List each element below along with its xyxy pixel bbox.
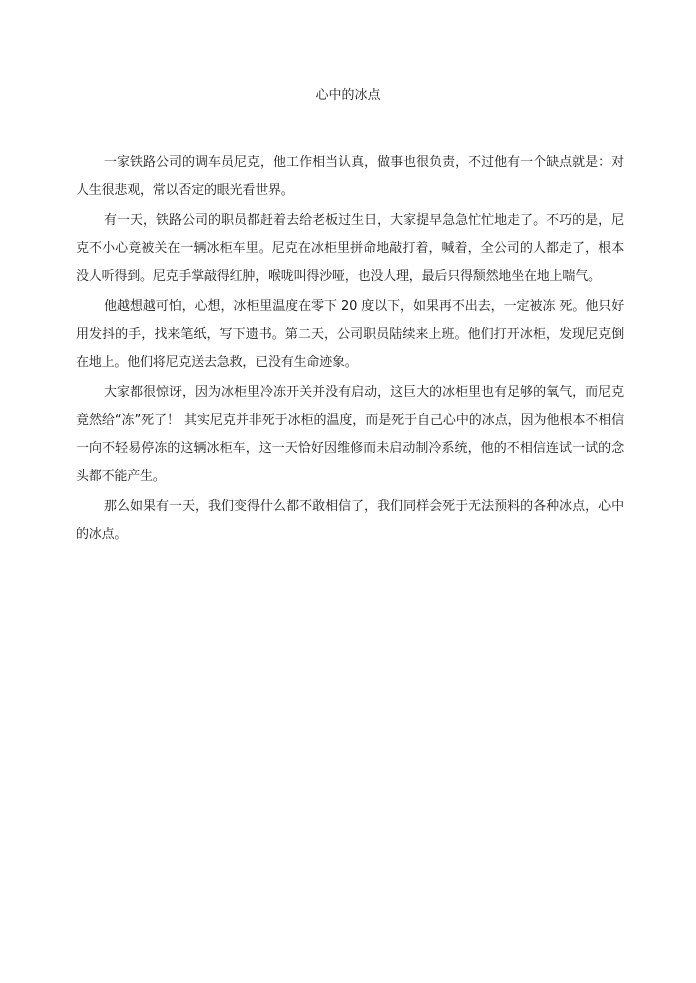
paragraph-2: 有一天，铁路公司的职员都赶着去给老板过生日，大家提早急急忙忙地走了。不巧的是，尼克不小心竟被关在一辆冰柜车里。尼克在冰柜里拼命地敲打着，喊着，全公司的人都走了，根本没人听得到。尼克手掌敲得红肿，喉咙叫得沙哑，也没人理，最后只得颓然地坐在地上喘气。 xyxy=(76,213,624,284)
paragraph-1: 一家铁路公司的调车员尼克，他工作相当认真，做事也很负责，不过他有一个缺点就是：对人生很悲观，常以否定的眼光看世界。 xyxy=(76,155,624,198)
paragraph-5: 那么如果有一天，我们变得什么都不敢相信了，我们同样会死于无法预料的各种冰点，心中的冰点。 xyxy=(76,499,624,542)
document-body xyxy=(76,149,624,549)
page-title: 心中的冰点 xyxy=(315,88,381,103)
paragraph-3: 他越想越可怕，心想，冰柜里温度在零下 20 度以下，如果再不出去，一定被冻 死。他只好用发抖的手，找来笔纸，写下遗书。第二天，公司职员陆续来上班。他们打开冰柜，发现尼克倒在地上。他们将尼克送去急救，已没有生命迹象。 xyxy=(76,299,624,370)
paragraph-4: 大家都很惊讶，因为冰柜里冷冻开关并没有启动，这巨大的冰柜里也有足够的氧气，而尼克竟然给“冻”死了！ 其实尼克并非死于冰柜的温度，而是死于自己心中的冰点，因为他根本不相信一向不轻易停冻的这辆冰柜车，这一天恰好因维修而未启动制冷系统，他的不相信连试一试的念头都不能产生。 xyxy=(76,385,624,484)
